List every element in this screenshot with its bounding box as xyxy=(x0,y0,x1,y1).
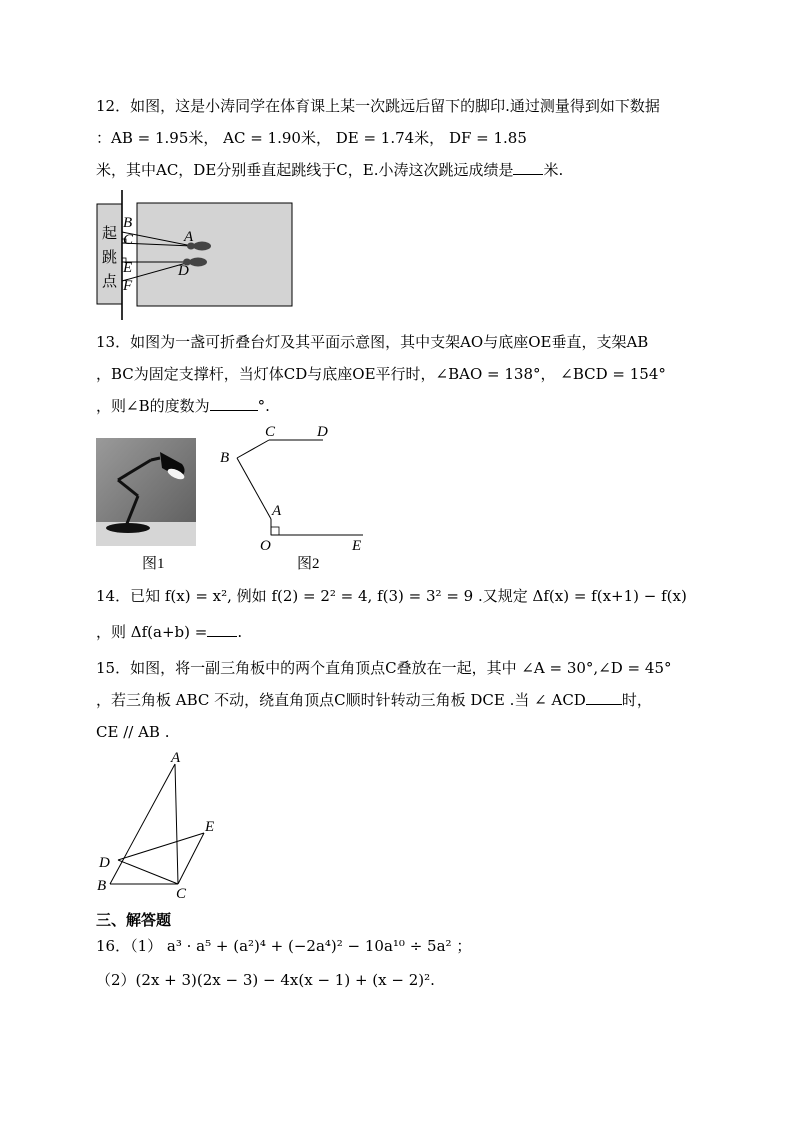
footprint-d xyxy=(189,258,207,267)
q14-line1: 14．已知 f(x) = x², 例如 f(2) = 2² = 4, f(3) = 3² = 9 .又规定 Δf(x) = f(x+1) − f(x) xyxy=(96,587,687,605)
zone-char-3: 点 xyxy=(102,274,118,290)
q15-line2-end: 时， xyxy=(621,691,652,709)
label-d: D xyxy=(178,263,189,279)
label-a: A xyxy=(272,503,282,519)
segment-de xyxy=(118,833,204,860)
q12-answer-blank xyxy=(513,160,543,175)
label-o: O xyxy=(260,538,271,554)
q14-answer-blank xyxy=(207,622,237,637)
q15-line2 xyxy=(96,690,652,710)
label-a: A xyxy=(171,750,181,766)
zone-char-1: 起 xyxy=(102,226,118,242)
fig2-caption: 图2 xyxy=(297,556,320,572)
q16-part2: （2）(2x + 3)(2x − 3) − 4x(x − 1) + (x − 2)². xyxy=(96,971,435,989)
q13-line3-text: ，则∠B的度数为 xyxy=(96,397,210,415)
q13-line3-end: °. xyxy=(257,397,270,415)
q15-line3: CE // AB . xyxy=(96,723,170,741)
label-b: B xyxy=(97,878,107,894)
segment-bc xyxy=(237,440,269,458)
label-d: D xyxy=(99,855,110,871)
sandpit xyxy=(137,203,292,306)
label-e: E xyxy=(123,260,133,276)
q14-line2-end: . xyxy=(237,623,243,641)
label-c: C xyxy=(176,886,187,902)
label-e: E xyxy=(352,538,362,554)
q15-line2-text: ，若三角板 ABC 不动，绕直角顶点C顺时针转动三角板 DCE .当 ∠ ACD xyxy=(96,691,586,709)
q14-line2 xyxy=(96,622,242,642)
q13-line1: 13．如图为一盏可折叠台灯及其平面示意图，其中支架AO与底座OE垂直，支架AB xyxy=(96,333,649,351)
zone-char-2: 跳 xyxy=(102,250,118,266)
q12-line1: 12．如图，这是小涛同学在体育课上某一次跳远后留下的脚印.通过测量得到如下数据 xyxy=(96,97,660,115)
q12-line3 xyxy=(96,160,563,180)
q14-line2-text: ，则 Δf(a+b) = xyxy=(96,623,208,641)
q13-line2: ，BC为固定支撑杆，当灯体CD与底座OE平行时，∠BAO = 138°， ∠BCD = 154° xyxy=(96,365,666,383)
label-d: D xyxy=(317,424,328,440)
footprint-a xyxy=(193,242,211,251)
segment-ec xyxy=(178,833,204,884)
q15-line1: 15．如图，将一副三角板中的两个直角顶点C叠放在一起，其中 ∠A = 30°,∠D = 45° xyxy=(96,659,672,677)
segment-ab xyxy=(110,764,175,884)
label-e: E xyxy=(205,819,215,835)
q12-line3-text: 米，其中AC，DE分别垂直起跳线于C，E.小涛这次跳远成绩是 xyxy=(96,161,514,179)
q13-figure2 xyxy=(215,422,375,552)
section-title: 三、解答题 xyxy=(96,911,172,929)
label-f: F xyxy=(123,278,133,294)
fig1-caption: 图1 xyxy=(142,556,165,572)
q12-line3-end: 米. xyxy=(543,161,564,179)
q16-part1: 16．（1） a³ · a⁵ + (a²)⁴ + (−2a⁴)² − 10a¹⁰ ÷ 5a² ； xyxy=(96,937,472,955)
q15-answer-blank xyxy=(586,690,622,705)
q15-figure xyxy=(92,750,232,900)
label-b: B xyxy=(220,450,230,466)
label-b: B xyxy=(123,215,133,231)
segment-dc xyxy=(118,860,178,884)
lamp-photo xyxy=(96,438,196,546)
q12-line2: ：AB = 1.95米， AC = 1.90米， DE = 1.74米， DF = 1.85 xyxy=(96,129,527,147)
label-c: C xyxy=(123,232,134,248)
lamp-drawing xyxy=(96,438,196,546)
q13-answer-blank xyxy=(210,396,258,411)
segment-ab xyxy=(237,458,271,519)
label-c: C xyxy=(265,424,276,440)
label-a: A xyxy=(184,229,194,245)
q12-figure xyxy=(92,188,297,323)
right-angle-o xyxy=(271,527,279,535)
segment-ac xyxy=(175,764,178,884)
q13-line3 xyxy=(96,396,270,416)
